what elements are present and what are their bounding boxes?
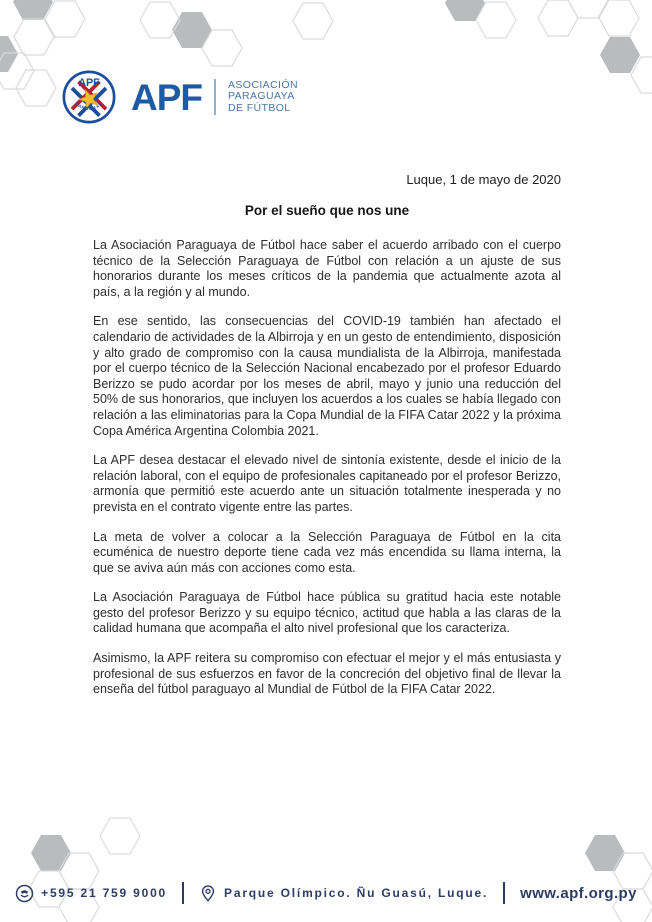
- paragraph: La Asociación Paraguaya de Fútbol hace saber el acuerdo arribado con el cuerpo técnico de la Selección Paraguaya de Fútbol con relación a un ajuste de sus honorarios durante los meses críticos de la pandemia que actualmente azota al país, a la región y al mundo.: [93, 238, 561, 299]
- letterhead-footer: [0, 882, 652, 904]
- org-line-2: PARAGUAYA: [228, 90, 295, 103]
- footer-divider: [182, 882, 184, 904]
- paragraph: La APF desea destacar el elevado nivel de sintonía existente, desde el inicio de la relación laboral, con el equipo de profesionales capitaneado por el profesor Berizzo, armonía que permitió este acuerdo ante un situación totalmente inesperada y no prevista en el contrato vigente entre las partes.: [93, 453, 561, 514]
- org-line-3: DE FÚTBOL: [228, 101, 291, 114]
- paragraph: En ese sentido, las consecuencias del COVID-19 también han afectado el calendario de actividades de la Albirroja y en un gesto de entendimiento, disposición y alto grado de compromiso con la causa mundialista de la Albirroja, manifestada por el cuerpo técnico de la Selección Nacional encabezado por el profesor Eduardo Berizzo se pudo acordar por los meses de abril, mayo y junio una reducción del 50% de sus honorarios, que incluyen los acuerdos a los cuales se había llegado con relación a las eliminatorias para la Copa Mundial de la FIFA Catar 2022 y la próxima Copa América Argentina Colombia 2021.: [93, 314, 561, 438]
- footer-divider: [503, 882, 505, 904]
- location-pin-icon: [199, 884, 217, 903]
- apf-crest-logo: [62, 70, 116, 124]
- website-link[interactable]: www.apf.org.py: [520, 884, 637, 902]
- letter-date: Luque, 1 de mayo de 2020: [406, 172, 561, 187]
- org-line-1: ASOCIACIÓN: [228, 78, 298, 91]
- apf-wordmark: [131, 76, 298, 118]
- footer-address: [199, 884, 488, 903]
- badge-top-text: APF: [78, 77, 100, 90]
- paragraph: La meta de volver a colocar a la Selección Paraguaya de Fútbol en la cita ecuménica de nuestro deporte tiene cada vez más encendida su llama interna, la que se aviva aún más con acciones como esta.: [93, 529, 561, 575]
- phone-icon: [15, 884, 34, 903]
- address-text: Parque Olímpico. Ñu Guasú, Luque.: [224, 886, 489, 900]
- paragraph: La Asociación Paraguaya de Fútbol hace pública su gratitud hacia este notable gesto del profesor Berizzo y su equipo técnico, actitud que habla a las claras de la calidad humana que acompaña el alto nivel profesional que los caracteriza.: [93, 590, 561, 636]
- letterhead: [62, 70, 298, 124]
- wordmark-divider: [214, 79, 216, 115]
- wordmark-acronym: APF: [131, 76, 202, 118]
- paragraph: Asimismo, la APF reitera su compromiso con efectuar el mejor y el más entusiasta y profesional de sus esfuerzos en favor de la concreción del objetivo final de llevar la enseña del fútbol paraguayo al Mundial de Fútbol de la FIFA Catar 2022.: [93, 651, 561, 697]
- phone-number: +595 21 759 9000: [41, 886, 168, 900]
- letter-body: [93, 172, 561, 712]
- letter-title: Por el sueño que nos une: [244, 203, 410, 218]
- footer-phone: [15, 884, 167, 903]
- wordmark-org-name: [228, 80, 298, 115]
- badge-bottom-text: PARAGUAY: [74, 101, 104, 112]
